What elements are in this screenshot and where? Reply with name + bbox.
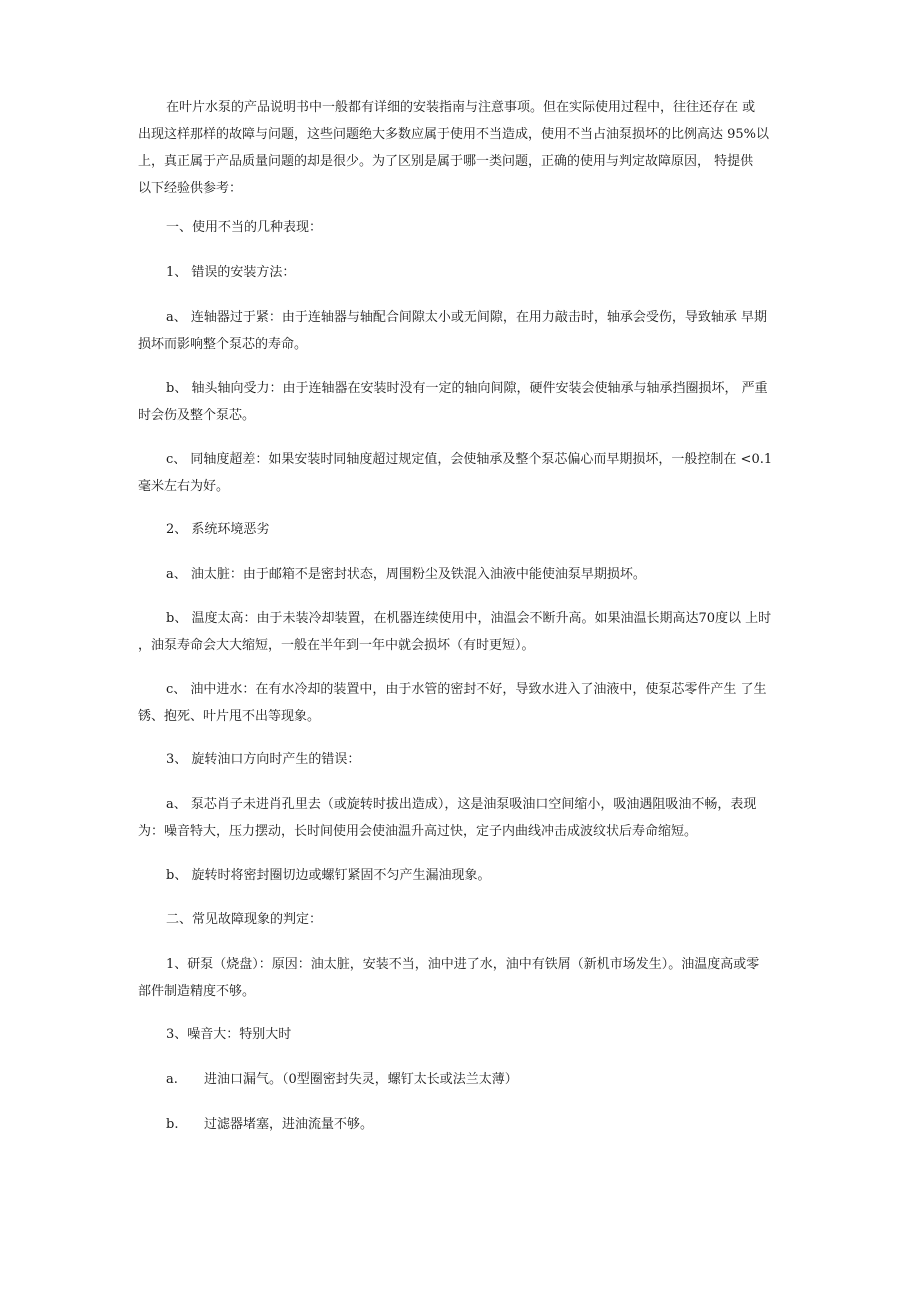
text-line: 3、 旋转油口方向时产生的错误： bbox=[166, 752, 361, 767]
text-line: a、 连轴器过于紧：由于连轴器与轴配合间隙太小或无间隙，在用力敲击时，轴承会受伤，导致轴承 早期 bbox=[166, 310, 768, 325]
item-high-temperature bbox=[138, 605, 788, 659]
text-line: 一、使用不当的几种表现： bbox=[166, 220, 323, 235]
item-coupling-tight bbox=[138, 304, 788, 358]
text-line: 部件制造精度不够。 bbox=[138, 984, 256, 999]
text-line: 进油口漏气。（0型圈密封失灵，螺钉太长或法兰太薄） bbox=[204, 1072, 518, 1087]
item-pin-misplaced bbox=[138, 791, 788, 845]
subheading-environment bbox=[138, 516, 788, 543]
list-marker: b. bbox=[166, 1117, 179, 1132]
item-water-in-oil bbox=[138, 676, 788, 730]
text-line: ，油泵寿命会大大缩短，一般在半年到一年中就会损坏（有时更短）。 bbox=[138, 638, 535, 653]
text-line: 二、常见故障现象的判定： bbox=[166, 912, 323, 927]
item-seal-cut bbox=[138, 862, 788, 889]
text-line: 损坏而影响整个泵芯的寿命。 bbox=[138, 337, 308, 352]
text-line: c、 同轴度超差：如果安装时同轴度超过规定值，会使轴承及整个泵芯偏心而早期损坏，一般控制在 <0.1 bbox=[166, 452, 773, 467]
subheading-port-rotation bbox=[138, 746, 788, 773]
text-line: b、 温度太高：由于未装冷却装置，在机器连续使用中，油温会不断升高。如果油温长期高达70度以 上时 bbox=[166, 611, 772, 626]
text-line: 上，真正属于产品质量问题的却是很少。为了区别是属于哪一类问题，正确的使用与判定故障原因， 特提供 bbox=[138, 154, 754, 169]
text-line: 出现这样那样的故障与问题，这些问题绝大多数应属于使用不当造成，使用不当占油泵损坏的比例高达 95%以 bbox=[138, 127, 770, 142]
text-line: 时会伤及整个泵芯。 bbox=[138, 408, 256, 423]
text-line: 3、噪音大：特别大时 bbox=[166, 1027, 292, 1042]
text-line: 2、 系统环境恶劣 bbox=[166, 522, 270, 537]
text-line: 在叶片水泵的产品说明书中一般都有详细的安装指南与注意事项。但在实际使用过程中，往往还存在 或 bbox=[166, 100, 756, 115]
item-coaxiality bbox=[138, 446, 788, 500]
item-pump-burn bbox=[138, 951, 788, 1005]
item-noise bbox=[138, 1021, 788, 1048]
item-inlet-leak bbox=[138, 1066, 788, 1093]
text-line: a、 油太脏：由于邮箱不是密封状态，周围粉尘及铁混入油液中能使油泵早期损坏。 bbox=[166, 567, 646, 582]
intro-paragraph bbox=[138, 94, 788, 202]
text-line: 以下经验供参考： bbox=[138, 181, 243, 196]
list-marker: a. bbox=[166, 1072, 178, 1087]
item-axial-force bbox=[138, 375, 788, 429]
subheading-installation bbox=[138, 259, 788, 286]
section-heading-faults bbox=[138, 906, 788, 933]
text-line: 为：噪音特大，压力摆动，长时间使用会使油温升高过快，定子内曲线冲击成波纹状后寿命缩短。 bbox=[138, 824, 698, 839]
text-line: b、 旋转时将密封圈切边或螺钉紧固不匀产生漏油现象。 bbox=[166, 868, 491, 883]
section-heading-misuse bbox=[138, 214, 788, 241]
text-line: 过滤器堵塞，进油流量不够。 bbox=[204, 1117, 374, 1132]
text-line: a、 泵芯肖子未进肖孔里去（或旋转时拔出造成），这是油泵吸油口空间缩小，吸油遇阻吸油不畅，表现 bbox=[166, 797, 757, 812]
item-filter-blocked bbox=[138, 1111, 788, 1138]
text-line: 1、 错误的安装方法： bbox=[166, 265, 296, 280]
item-dirty-oil bbox=[138, 561, 788, 588]
text-line: c、 油中进水：在有水冷却的装置中，由于水管的密封不好，导致水进入了油液中，使泵芯零件产生 了生 bbox=[166, 682, 767, 697]
text-line: b、 轴头轴向受力：由于连轴器在安装时没有一定的轴向间隙，硬件安装会使轴承与轴承挡圈损坏， 严重 bbox=[166, 381, 768, 396]
text-line: 毫米左右为好。 bbox=[138, 479, 230, 494]
text-line: 1、研泵（烧盘）：原因：油太脏，安装不当，油中进了水，油中有铁屑（新机市场发生）。油温度高或零 bbox=[166, 957, 760, 972]
text-line: 锈、抱死、叶片甩不出等现象。 bbox=[138, 709, 321, 724]
